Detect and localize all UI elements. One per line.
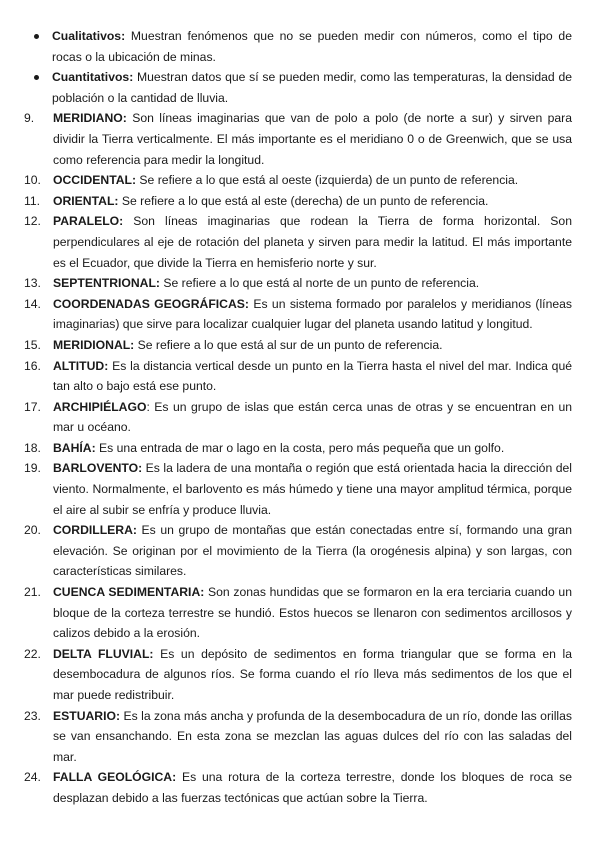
item-term: OCCIDENTAL: — [53, 173, 137, 188]
item-number: 11. — [24, 193, 41, 208]
item-definition: : Es un grupo de islas que están cerca unas de otras y se encuentran en un mar u océano. — [53, 399, 572, 435]
glossary-item — [24, 458, 572, 520]
item-term: MERIDIANO: — [53, 111, 127, 126]
item-number: 9. — [24, 111, 35, 126]
item-definition: Se refiere a lo que está al norte de un punto de referencia. — [159, 276, 480, 291]
item-term: FALLA GEOLÓGICA: — [53, 770, 177, 785]
item-number: 12. — [24, 214, 41, 229]
glossary-item — [24, 170, 572, 191]
item-term: ORIENTAL: — [53, 193, 119, 208]
item-number: 24. — [24, 770, 41, 785]
item-definition: Se refiere a lo que está al sur de un punto de referencia. — [134, 337, 443, 352]
glossary-item — [24, 767, 572, 808]
item-term: CUENCA SEDIMENTARIA: — [53, 585, 205, 600]
item-definition: Es un depósito de sedimentos en forma triangular que se forma en la desembocadura de algunos ríos. Se forma cuando el río lleva más sedimentos de los que el mar puede redistribuir. — [53, 646, 572, 702]
item-definition: Es un sistema formado por paralelos y meridianos (líneas imaginarias) que sirve para localizar cualquier lugar del planeta usando latitud y longitud. — [53, 296, 572, 332]
item-number: 18. — [24, 440, 41, 455]
item-number: 15. — [24, 337, 41, 352]
glossary-item — [24, 211, 572, 273]
item-term: BAHÍA: — [53, 440, 96, 455]
item-number: 19. — [24, 461, 41, 476]
item-definition: Es la distancia vertical desde un punto en la Tierra hasta el nivel del mar. Indica qué tan alto o bajo está ese punto. — [53, 358, 572, 394]
item-definition: Se refiere a lo que está al oeste (izquierda) de un punto de referencia. — [136, 173, 519, 188]
item-number: 10. — [24, 173, 41, 188]
glossary-item — [24, 108, 572, 170]
item-number: 17. — [24, 399, 41, 414]
item-term: SEPTENTRIONAL: — [53, 276, 160, 291]
item-term: PARALELO: — [53, 214, 124, 229]
item-definition: Es una rotura de la corteza terrestre, donde los bloques de roca se desplazan debido a las fuerzas tectónicas que actúan sobre la Tierra. — [53, 770, 572, 805]
glossary-item — [24, 582, 572, 644]
glossary-item — [24, 335, 572, 356]
item-definition: Es un grupo de montañas que están conectadas entre sí, formando una gran elevación. Se originan por el movimiento de la Tierra (la orogénesis alpina) y son largas, con características similares. — [53, 523, 572, 579]
bullet-definition: Muestran datos que sí se pueden medir, como las temperaturas, la densidad de población o la cantidad de lluvia. — [52, 70, 572, 105]
glossary-item — [24, 294, 572, 335]
item-definition: Son líneas imaginarias que van de polo a polo (de norte a sur) y sirven para dividir la Tierra verticalmente. El más importante es el meridiano 0 o de Greenwich, que se usa como referencia para medir la longitud. — [53, 111, 572, 167]
glossary-item — [24, 706, 572, 768]
item-term: CORDILLERA: — [53, 523, 137, 538]
item-term: ESTUARIO: — [53, 708, 121, 723]
item-term: DELTA FLUVIAL: — [53, 646, 154, 661]
glossary-item — [24, 397, 572, 438]
bullet-item — [24, 67, 572, 108]
item-definition: Son líneas imaginarias que rodean la Tierra de forma horizontal. Son perpendiculares al eje de rotación del planeta y sirven para medir la latitud. El más importante es el Ecuador, que divide la Tierra en hemisferio norte y sur. — [53, 214, 572, 270]
bullet-item — [24, 26, 572, 67]
glossary-item — [24, 273, 572, 294]
item-number: 23. — [24, 708, 41, 723]
bullet-term: Cualitativos: — [52, 29, 126, 43]
bullet-list — [24, 26, 572, 108]
item-term: MERIDIONAL: — [53, 337, 135, 352]
item-number: 22. — [24, 646, 41, 661]
item-definition: Es la ladera de una montaña o región que está orientada hacia la dirección del viento. Normalmente, el barlovento es más húmedo y tiene una mayor amplitud térmica, porque el aire al subir se enfría y produce lluvia. — [53, 461, 572, 517]
glossary-item — [24, 644, 572, 706]
glossary-item — [24, 438, 572, 459]
item-term: COORDENADAS GEOGRÁFICAS: — [53, 296, 249, 311]
bullet-dot-icon — [34, 34, 39, 39]
bullet-definition: Muestran fenómenos que no se pueden medir con números, como el tipo de rocas o la ubicación de minas. — [52, 29, 572, 64]
glossary-item — [24, 191, 572, 212]
item-number: 21. — [24, 585, 41, 600]
item-definition: Es la zona más ancha y profunda de la desembocadura de un río, donde las orillas se van ensanchando. En esta zona se mezclan las aguas dulces del río con las saladas del mar. — [53, 708, 572, 764]
glossary-list — [24, 108, 572, 808]
item-number: 14. — [24, 296, 41, 311]
item-definition: Es una entrada de mar o lago en la costa, pero más pequeña que un golfo. — [95, 440, 505, 455]
item-definition: Se refiere a lo que está al este (derecha) de un punto de referencia. — [118, 193, 489, 208]
item-number: 20. — [24, 523, 41, 538]
item-definition: Son zonas hundidas que se formaron en la era terciaria cuando un bloque de la corteza terrestre se hundió. Estos huecos se llenaron con sedimentos arcillosos y calizos debido a la erosión. — [53, 585, 572, 641]
bullet-dot-icon — [34, 75, 39, 80]
item-term: ALTITUD: — [53, 358, 109, 373]
item-number: 16. — [24, 358, 41, 373]
glossary-item — [24, 356, 572, 397]
item-term: ARCHIPIÉLAGO — [53, 399, 147, 414]
item-term: BARLOVENTO: — [53, 461, 143, 476]
bullet-term: Cuantitativos: — [52, 70, 134, 85]
glossary-item — [24, 520, 572, 582]
item-number: 13. — [24, 276, 41, 291]
